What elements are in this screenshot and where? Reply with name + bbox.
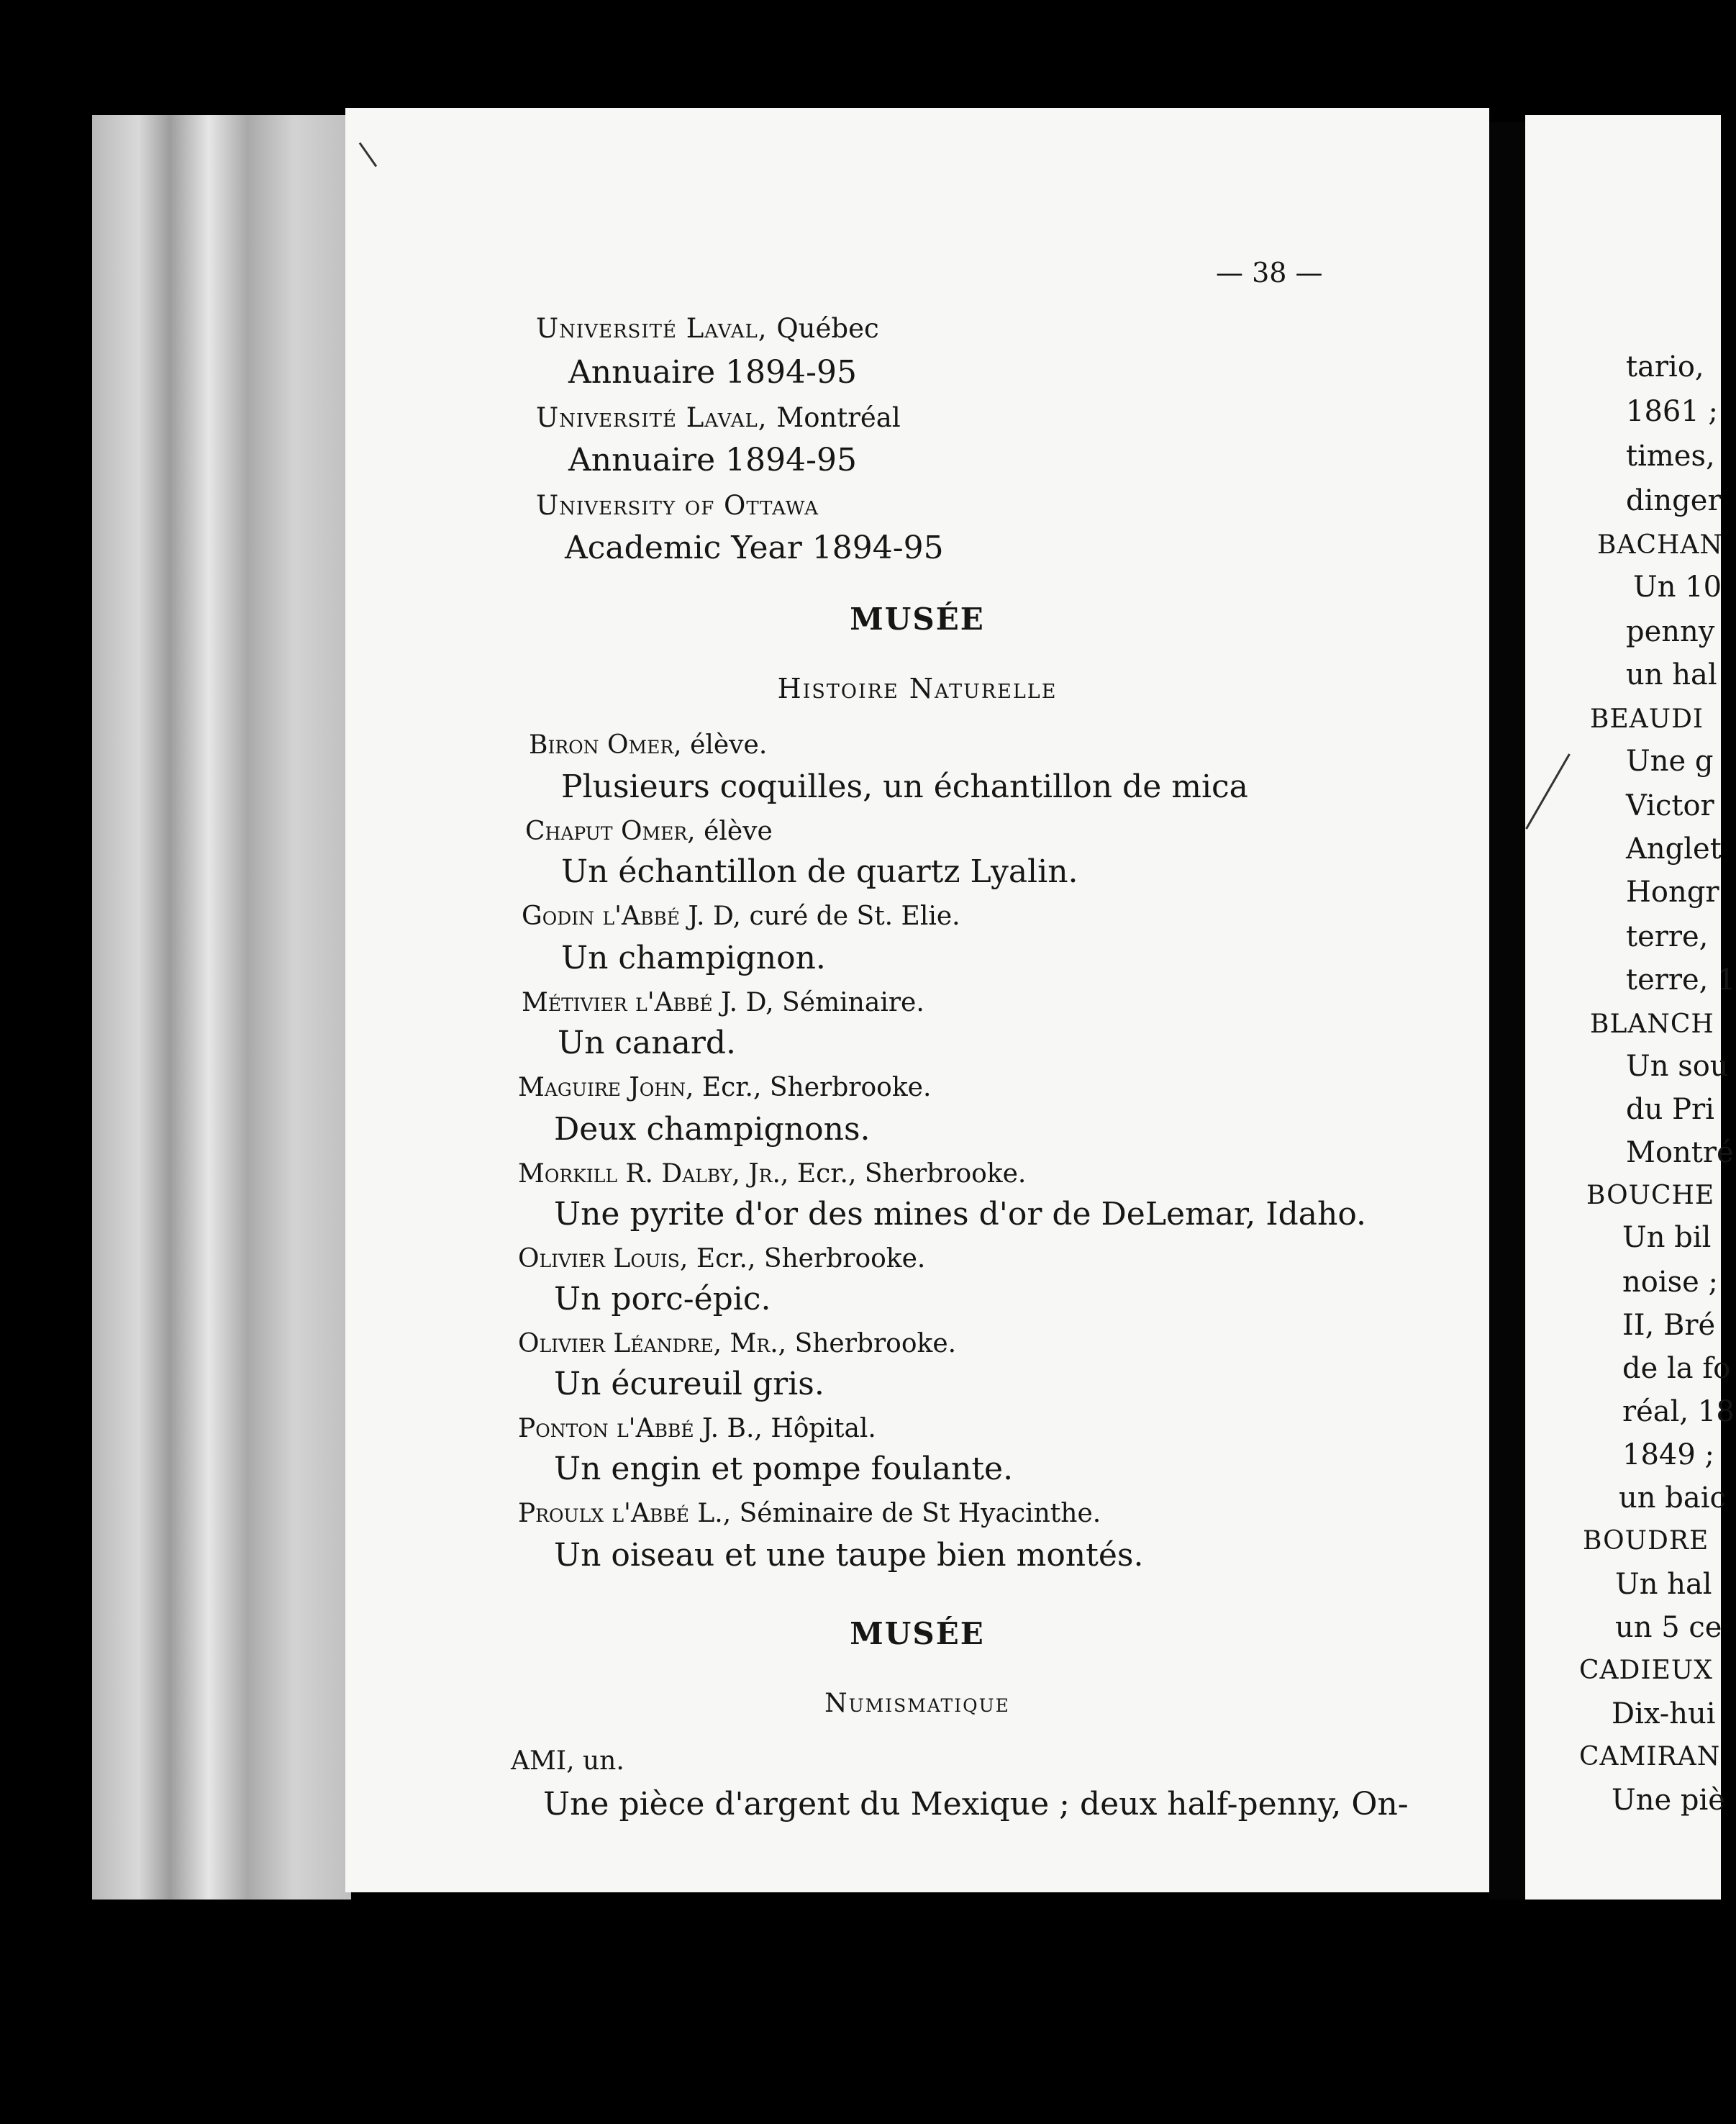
fragment-line: Un bil [1622, 1221, 1712, 1254]
periodical-source: Université Laval, Montréal [536, 402, 901, 433]
periodical-title: Annuaire 1894-95 [568, 354, 857, 391]
section-heading: MUSÉE [850, 1616, 985, 1651]
donor-line: Chaput Omer, élève [525, 817, 773, 846]
fragment-line: times, [1626, 440, 1715, 473]
page-number: — 38 — [1216, 257, 1323, 289]
gift-line: Un canard. [558, 1025, 737, 1061]
fragment-line: un hal [1626, 658, 1717, 691]
fragment-line: penny [1626, 615, 1715, 648]
periodical-source: Université Laval, Québec [536, 313, 879, 344]
donor-line: Olivier Léandre, Mr., Sherbrooke. [518, 1329, 957, 1358]
fragment-line: réal, 18 [1622, 1395, 1735, 1428]
book-spine [1489, 122, 1527, 1900]
gift-line: Plusieurs coquilles, un échantillon de mica [561, 768, 1248, 805]
gift-line: Une pièce d'argent du Mexique ; deux half-penny, On- [543, 1786, 1409, 1823]
fragment-heading: BACHAN [1597, 530, 1723, 560]
fragment-line: Un sou [1626, 1050, 1729, 1083]
fragment-line: Anglet [1626, 832, 1722, 866]
fragment-heading: BOUCHE [1586, 1181, 1715, 1210]
fragment-line: dinger [1626, 484, 1722, 517]
fragment-line: Un hal [1615, 1568, 1712, 1601]
right-page [1525, 115, 1736, 1900]
fragment-line: terre, [1626, 920, 1709, 953]
fragment-heading: CADIEUX [1579, 1656, 1713, 1685]
fragment-line: tario, [1626, 350, 1704, 384]
fragment-line: noise ; [1622, 1266, 1719, 1299]
fragment-line: Une piè [1612, 1784, 1725, 1817]
periodical-title: Academic Year 1894-95 [565, 530, 944, 566]
periodical-source: University of Ottawa [536, 490, 819, 521]
periodical-title: Annuaire 1894-95 [568, 442, 857, 478]
donor-line: Godin l'Abbé J. D, curé de St. Elie. [522, 902, 960, 931]
gift-line: Un champignon. [561, 940, 826, 976]
section-subheading: Numismatique [824, 1689, 1010, 1718]
fragment-heading: BOUDRE [1583, 1526, 1709, 1556]
fragment-line: terre, 1 [1626, 963, 1736, 997]
fragment-line: Une g [1626, 745, 1714, 778]
gift-line: Une pyrite d'or des mines d'or de DeLemar, Idaho. [554, 1196, 1367, 1233]
gift-line: Un oiseau et une taupe bien montés. [554, 1537, 1144, 1574]
donor-line: Biron Omer, élève. [529, 730, 768, 760]
fragment-line: Victor [1626, 789, 1714, 822]
fragment-line: 1849 ; [1622, 1438, 1714, 1471]
pencil-mark [1525, 753, 1571, 829]
gift-line: Un porc-épic. [554, 1281, 771, 1317]
donor-line: Olivier Louis, Ecr., Sherbrooke. [518, 1244, 926, 1274]
fragment-line: Un 10 [1633, 571, 1722, 604]
fragment-line: un 5 ce [1615, 1611, 1722, 1644]
gift-line: Deux champignons. [554, 1111, 871, 1148]
gift-line: Un écureuil gris. [554, 1366, 824, 1402]
section-subheading: Histoire Naturelle [777, 673, 1058, 704]
fragment-line: 1861 ; [1626, 395, 1718, 428]
fragment-line: Hongr [1626, 876, 1719, 909]
fragment-line: du Pri [1626, 1093, 1714, 1126]
donor-line: Morkill R. Dalby, Jr., Ecr., Sherbrooke. [518, 1159, 1027, 1189]
left-page [345, 108, 1489, 1892]
donor-line: Proulx l'Abbé L., Séminaire de St Hyacinthe. [518, 1499, 1101, 1528]
fragment-heading: BEAUDI [1590, 704, 1704, 734]
page-edges [92, 115, 351, 1900]
fragment-line: Montré [1626, 1136, 1734, 1169]
fragment-line: II, Bré [1622, 1309, 1716, 1342]
section-heading: MUSÉE [850, 602, 985, 637]
donor-line: Ponton l'Abbé J. B., Hôpital. [518, 1414, 876, 1443]
fragment-line: Dix-hui [1612, 1697, 1716, 1730]
donor-line: Métivier l'Abbé J. D, Séminaire. [522, 988, 924, 1017]
scan-mark [359, 142, 377, 167]
fragment-line: de la fo [1622, 1352, 1731, 1385]
donor-line: Maguire John, Ecr., Sherbrooke. [518, 1073, 932, 1102]
gift-line: Un engin et pompe foulante. [554, 1451, 1014, 1487]
fragment-heading: CAMIRAN [1579, 1742, 1721, 1771]
fragment-line: un baic [1619, 1481, 1726, 1515]
fragment-heading: BLANCH [1590, 1009, 1714, 1039]
gift-line: Un échantillon de quartz Lyalin. [561, 853, 1078, 890]
donor-line: AMI, un. [511, 1746, 624, 1776]
